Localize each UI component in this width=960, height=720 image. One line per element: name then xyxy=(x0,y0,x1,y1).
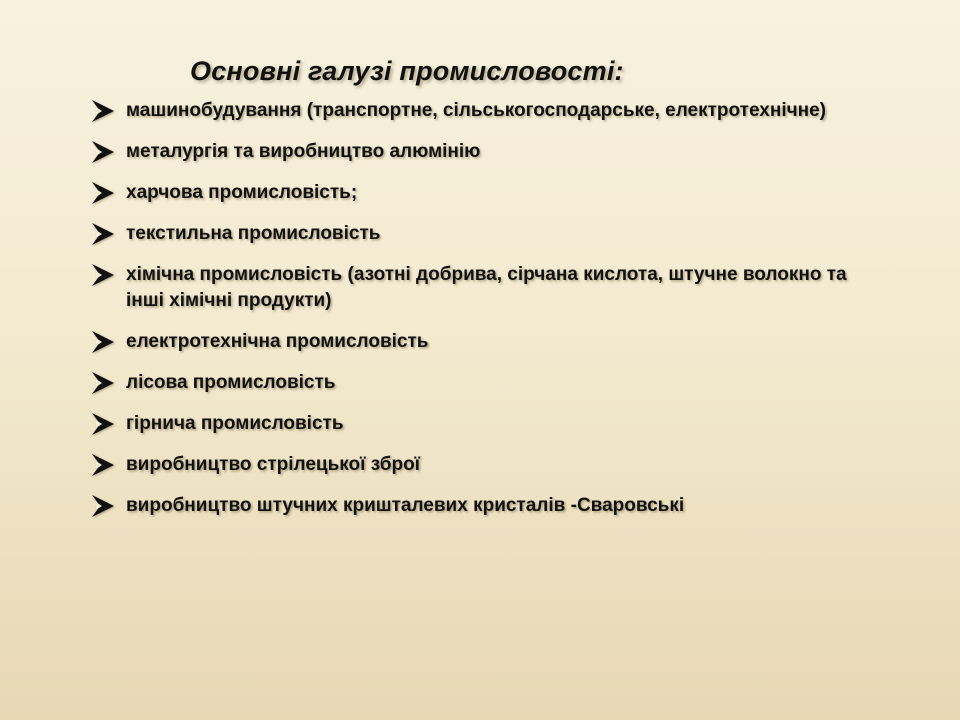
list-item xyxy=(90,180,870,206)
slide-title: Основні галузі промисловості: xyxy=(190,56,624,86)
list-item-text: хімічна промисловість (азотні добрива, сірчана кислота, штучне волокно та інші хімічні продукти) xyxy=(126,264,847,311)
arrowhead-bullet-icon xyxy=(90,452,126,478)
list-item xyxy=(90,329,870,355)
list-item-text: електротехнічна промисловість xyxy=(126,331,429,352)
list-item xyxy=(90,493,870,519)
list-item-text: текстильна промисловість xyxy=(126,223,381,244)
list-item-text: харчова промисловість; xyxy=(126,182,358,203)
arrowhead-bullet-icon xyxy=(90,180,126,206)
list-item xyxy=(90,452,870,478)
arrowhead-bullet-icon xyxy=(90,329,126,355)
arrowhead-bullet-icon xyxy=(90,262,126,288)
list-item-text: металургія та виробництво алюмінію xyxy=(126,141,481,162)
list-item xyxy=(90,370,870,396)
arrowhead-bullet-icon xyxy=(90,98,126,124)
arrowhead-bullet-icon xyxy=(90,411,126,437)
arrowhead-bullet-icon xyxy=(90,221,126,247)
arrowhead-bullet-icon xyxy=(90,139,126,165)
list-item xyxy=(90,262,870,314)
list-item xyxy=(90,411,870,437)
arrowhead-bullet-icon xyxy=(90,493,126,519)
list-item-text: гірнича промисловість xyxy=(126,413,344,434)
list-item-text: виробництво стрілецької зброї xyxy=(126,454,421,475)
list-item-text: лісова промисловість xyxy=(126,372,336,393)
list-item xyxy=(90,98,870,124)
list-item xyxy=(90,221,870,247)
list-item-text: машинобудування (транспортне, сільськогосподарське, електротехнічне) xyxy=(126,100,827,121)
arrowhead-bullet-icon xyxy=(90,370,126,396)
list-item xyxy=(90,139,870,165)
list-item-text: виробництво штучних кришталевих кристалів -Сваровські xyxy=(126,495,685,516)
industry-list xyxy=(90,98,870,534)
